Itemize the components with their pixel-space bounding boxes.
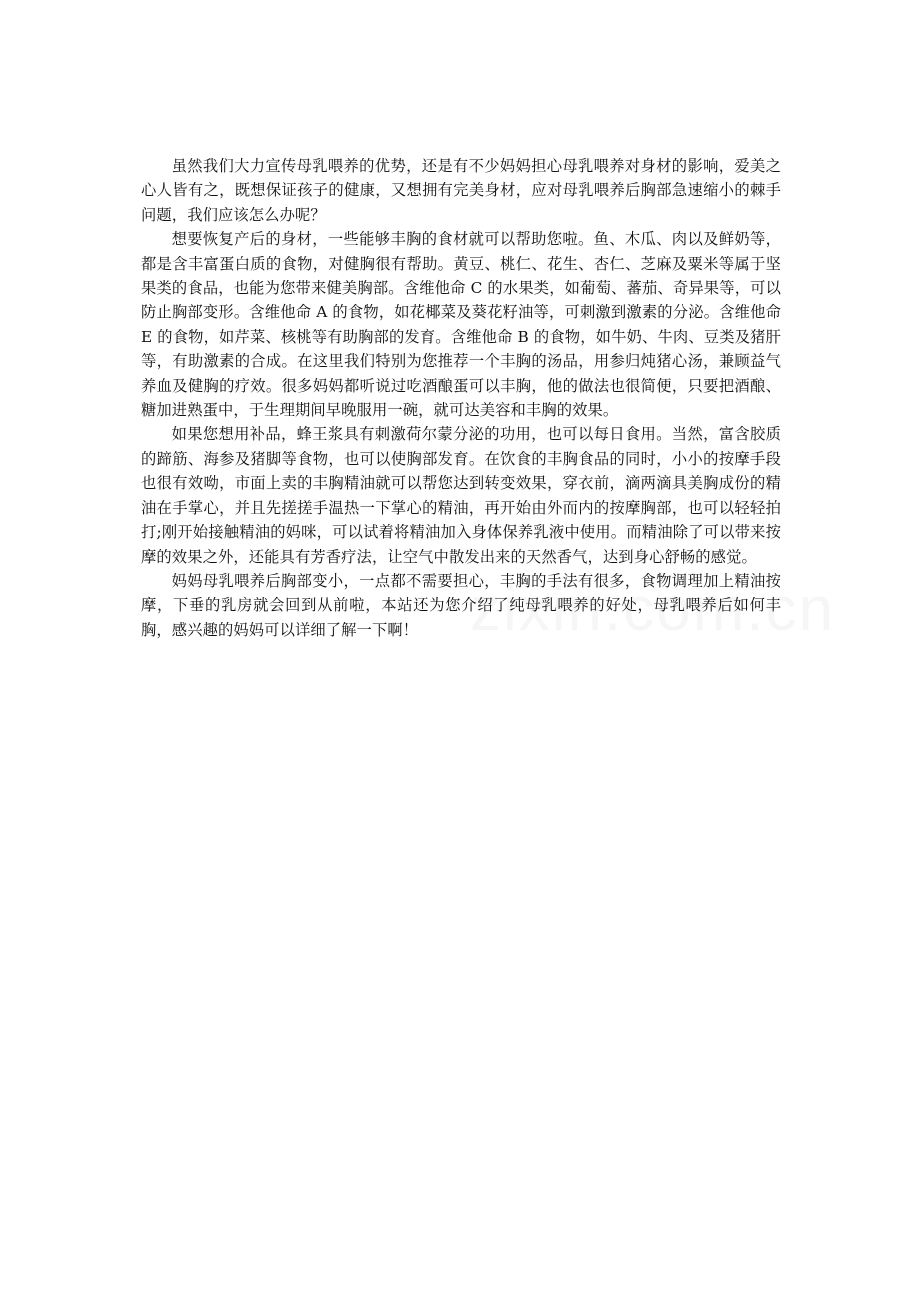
paragraph-4: 妈妈母乳喂养后胸部变小，一点都不需要担心，丰胸的手法有很多，食物调理加上精油按摩，下垂的乳房就会回到从前啦，本站还为您介绍了纯母乳喂养的好处，母乳喂养后如何丰胸，感兴趣的妈妈可以详细了解一下啊！ [141,571,781,639]
article-body [141,154,781,642]
paragraph-3: 如果您想用补品，蜂王浆具有刺激荷尔蒙分泌的功用，也可以每日食用。当然，富含胶质的蹄筋、海参及猪脚等食物，也可以使胸部发育。在饮食的丰胸食品的同时，小小的按摩手段也很有效呦，市面上卖的丰胸精油就可以帮您达到转变效果，穿衣前，滴两滴具美胸成份的精油在手掌心，并且先搓搓手温热一下掌心的精油，再开始由外而内的按摩胸部，也可以轻轻拍打;刚开始接触精油的妈咪，可以试着将精油加入身体保养乳液中使用。而精油除了可以带来按摩的效果之外，还能具有芳香疗法，让空气中散发出来的天然香气，达到身心舒畅的感觉。 [141,425,781,566]
paragraph-2: 想要恢复产后的身材，一些能够丰胸的食材就可以帮助您啦。鱼、木瓜、肉以及鲜奶等，都是含丰富蛋白质的食物，对健胸很有帮助。黄豆、桃仁、花生、杏仁、芝麻及粟米等属于坚果类的食品，也能为您带来健美胸部。含维他命 C 的水果类，如葡萄、蕃茄、奇异果等，可以防止胸部变形。含维他命 A 的食物，如花椰菜及葵花籽油等，可刺激到激素的分泌。含维他命 E 的食物，如芹菜、核桃等有助胸部的发育。含维他命 B 的食物，如牛奶、牛肉、豆类及猪肝等，有助激素的合成。在这里我们特别为您推荐一个丰胸的汤品，用参归炖猪心汤，兼顾益气养血及健胸的疗效。很多妈妈都听说过吃酒酿蛋可以丰胸，他的做法也很简便，只要把酒酿、糖加进熟蛋中，于生理期间早晚服用一碗，就可达美容和丰胸的效果。 [141,230,781,420]
paragraph-1: 虽然我们大力宣传母乳喂养的优势，还是有不少妈妈担心母乳喂养对身材的影响，爱美之心人皆有之，既想保证孩子的健康，又想拥有完美身材，应对母乳喂养后胸部急速缩小的棘手问题，我们应该怎么办呢？ [141,157,781,224]
